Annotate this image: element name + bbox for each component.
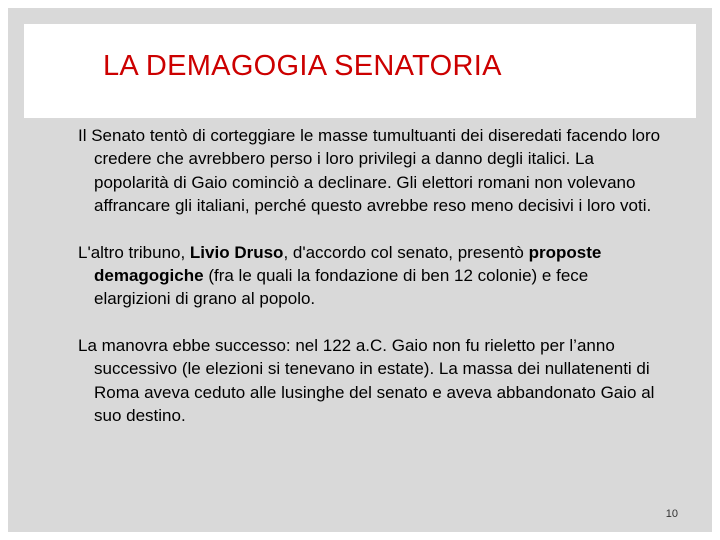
paragraph-text: L'altro tribuno, — [78, 242, 190, 262]
paragraph-senate-strategy: Il Senato tentò di corteggiare le masse tumultuanti dei diseredati facendo loro credere che avrebbero perso i loro privilegi a danno degli italici. La popolarità di Gaio cominciò a declinare. Gli elettori romani non volevano affrancare gli italiani, perché questo avrebbe reso meno decisivi i loro voti. — [78, 126, 661, 216]
slide-body — [78, 124, 668, 450]
bold-name-livio-druso: Livio Druso — [189, 242, 284, 262]
page-number: 10 — [665, 508, 678, 520]
paragraph-outcome: La manovra ebbe successo: nel 122 a.C. Gaio non fu rieletto per l’anno successivo (le elezioni si tenevano in estate). La massa dei nullatenenti di Roma aveva ceduto alle lusinghe del senato e aveva abbandonato Gaio al suo destino. — [78, 335, 655, 426]
paragraph-text: (fra le quali la fondazione di ben 12 colonie) e fece elargizioni di grano al popolo. — [94, 266, 589, 309]
paragraph-text: , d'accordo col senato, presentò — [283, 242, 529, 262]
paragraph-livio-druso — [78, 241, 668, 311]
bold-demagogic-proposals: proposte demagogiche — [94, 242, 602, 286]
slide-title: LA DEMAGOGIA SENATORIA — [103, 50, 502, 82]
